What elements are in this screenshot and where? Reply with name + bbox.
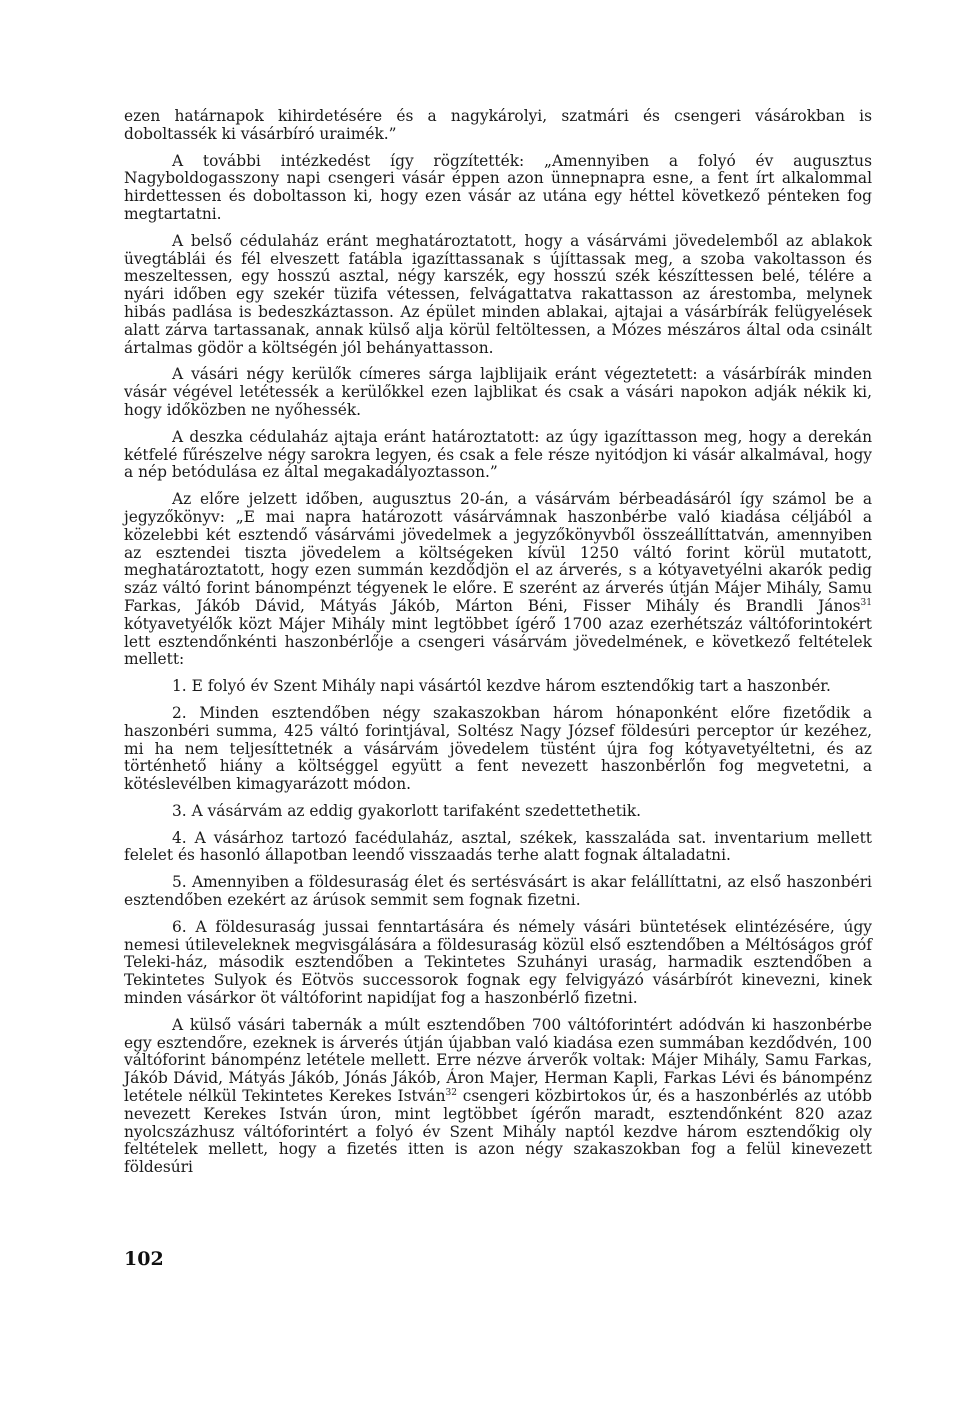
paragraph [124, 491, 872, 669]
paragraph-text: kótyavetyélők közt Májer Mihály mint legtöbbet ígérő 1700 azaz ezerhétszáz váltóforintokért lett esztendőnkénti haszonbérlője a csengeri vásárvám jövedelmének, e következő feltételek mellett: [124, 614, 872, 669]
paragraph-text: A külső vásári tabernák a múlt esztendőben 700 váltóforintért adódván ki haszonbérbe egy esztendőre, ezeknek is árverés útján újabban való kiadása ezen summában kezdődvén, 100 váltóforint bánompénz letétele mellett. Erre nézve árverők voltak: Májer Mihály, Samu Farkas, Jákób Dávid, Mátyás Jákób, Jónás Jákób, Áron Majer, Herman Kapli, Farkas Lévi és bánompénz letétele nélkül Tekintetes Kerekes István [124, 1015, 872, 1106]
list-item: 2. Minden esztendőben négy szakaszokban három hónaponként előre fizetődik a haszonbéri summa, 425 váltó forintjával, Soltész Nagy József földesúri perceptor úr kezéhez, mi ha nem teljesíttetnék a vásárvám jövedelem tüstént újra fog kótyavetyéltetni, és az történhető hiány a költséggel együtt a fent nevezett haszonbérlőn fog megvetetni, a kötéslevélben kimagyarázott módon. [124, 703, 872, 794]
footnote-marker: 31 [860, 597, 872, 608]
list-item: 3. A vásárvám az eddig gyakorlott tarifaként szedettethetik. [172, 801, 642, 820]
list-item: 5. Amennyiben a földesuraság élet és sertésvásárt is akar felállíttatni, az első haszonbéri esztendőben ezekért az árúsok semmit sem fognak fizetni. [124, 873, 872, 910]
paragraph-text: Az előre jelzett időben, augusztus 20-án, a vásárvám bérbeadásáról így számol be a jegyzőkönyv: „E mai napra határozott vásárvámnak haszonbérbe való kiadása céljából a közelebbi két esztendő vásárvámi jövedelmek a jegyzőkönyvből összeállíttatván, amennyiben az esztendei tiszta jövedelem a költségeken kívül 1250 váltó forint körül mutatott, meghatároztatott, hogy ezen summán kezdődjön el az árverés, s a kótyavetyélni akarók pedig száz váltó forint bánompénzt tégyenek le előre. E szerént az árverés útján Májer Mihály, Samu Farkas, Jákób Dávid, Mátyás Jákób, Márton Béni, Fisser Mihály és Brandli János [124, 490, 872, 615]
paragraph: A további intézkedést így rögzítették: „Amennyiben a folyó év augusztus Nagyboldogasszony napi csengeri vásár éppen azon ünnepnapra esne, a fent írt alkalommal hirdettessen és doboltasson ki, hogy ezen vásár az utána egy héttel következő pénteken fog megtartatni. [124, 151, 872, 223]
list-item: 1. E folyó év Szent Mihály napi vásártól kezdve három esztendőkig tart a haszonbér. [172, 677, 831, 696]
list-item: 4. A vásárhoz tartozó facédulaház, asztal, székek, kasszaláda sat. inventarium mellett felelet és hasonló állapotban leendő visszaadás terhe alatt fognak általadatni. [124, 828, 872, 865]
paragraph: ezen határnapok kihirdetésére és a nagykárolyi, szatmári és csengeri vásárokban is doboltassék ki vásárbíró uraimék.” [124, 107, 872, 143]
paragraph: A vásári négy kerülők címeres sárga lajblijaik eránt végeztetett: a vásárbírák minden vásár végével letétessék a kerülőkkel ezen lajblikat és csak a vásári napokon adják nékik ki, hogy időközben ne nyőhessék. [124, 365, 872, 419]
page-number: 102 [124, 1248, 164, 1270]
paragraph: A deszka cédulaház ajtaja eránt határoztatott: az úgy igazíttasson meg, hogy a derekán kétfelé fűrészelve négy sarokra legyen, és csak a fele része nyitódjon ki vásár alkalmával, hogy a nép betódulása ez által megakadályoztasson.” [124, 427, 872, 482]
list-item: 6. A földesuraság jussai fenntartására és némely vásári büntetések elintézésére, úgy nemesi útileveleknek megvisgálására a földesuraság közül első esztendőben a Méltóságos gróf Teleki-ház, második esztendőben a Tekintetes Szuhányi uraság, harmadik esztendőben a Tekintetes Sulyok és Eötvös successorok fognak egy felvigyázó vásárbírót kinevezni, kinek minden vásárkor öt váltóforint napidíjat fog a haszonbérlő fizetni. [124, 917, 872, 1008]
footnote-marker: 32 [445, 1088, 457, 1099]
document-body [124, 108, 872, 1186]
paragraph [124, 1017, 872, 1177]
paragraph-text: csengeri közbirtokos úr, és a haszonbérlés az utóbb nevezett Kerekes István úron, mint legtöbbet ígérőn maradt, esztendőnként 820 azaz nyolcszázhusz váltóforintért a folyó év Szent Mihály naptól kezdve három esztendőkig oly feltételek mellett, hogy a fizetés itten is azon négy szakaszokban fog a felül kinevezett földesúri [124, 1087, 872, 1177]
paragraph: A belső cédulaház eránt meghatároztatott, hogy a vásárvámi jövedelemből az ablakok üvegtáblái és fél elveszett fatábla igazíttassanak s újíttassak meg, a szoba vakoltasson és meszeltessen, egy hosszú asztal, négy karszék, egy hosszú szék készíttessen belé, télére a nyári időben egy szekér tüzifa vétessen, felvágattatva rakattasson az árestomba, melynek hibás padlása is bedeszkáztasson. Az épület minden ablakai, ajtajai a vásárbírák felügyelések alatt zárva tartassanak, annak külső alja körül feltöltessen, a Mózes mészáros által oda csinált ártalmas gödör a költségén jól behányattasson. [124, 231, 872, 357]
